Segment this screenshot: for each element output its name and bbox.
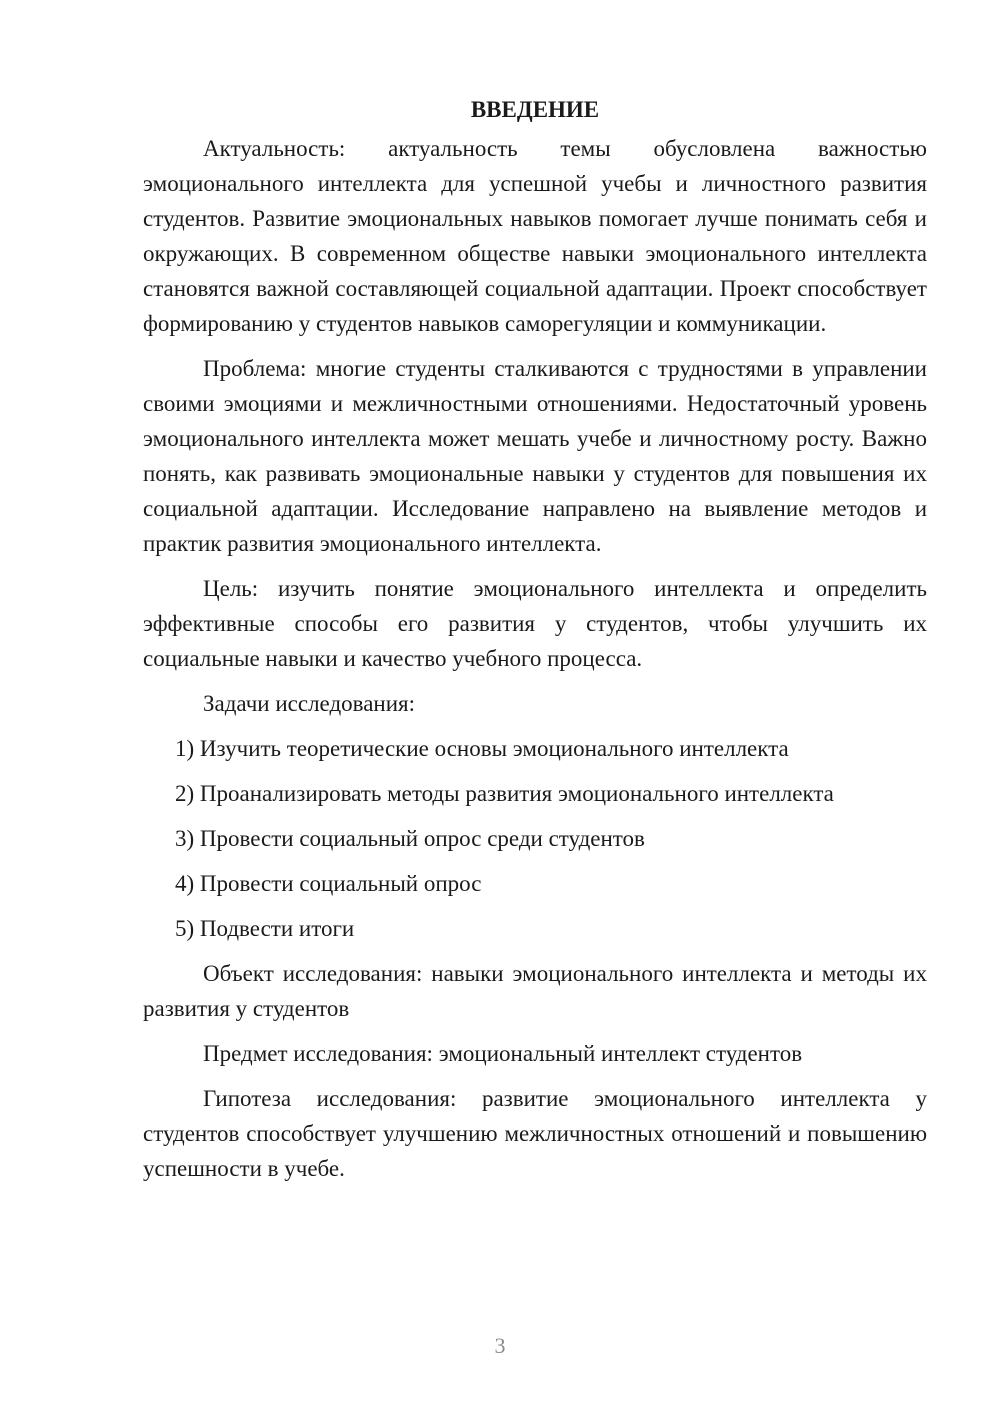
problem-paragraph: Проблема: многие студенты сталкиваются с трудностями в управлении своими эмоциями и межличностными отношениями. Недостаточный уровень эмоционального интеллекта может мешать учебе и личностному росту. Важно понять, как развивать эмоциональные навыки у студентов для повышения их социальной адаптации. Исследование направлено на выявление методов и практик развития эмоционального интеллекта. <box>143 356 927 556</box>
document-page <box>143 92 927 1196</box>
goal-paragraph: Цель: изучить понятие эмоционального интеллекта и определить эффективные способы его развития у студентов, чтобы улучшить их социальные навыки и качество учебного процесса. <box>143 576 927 671</box>
list-item: 2) Проанализировать методы развития эмоционального интеллекта <box>175 781 834 806</box>
object-paragraph: Объект исследования: навыки эмоционального интеллекта и методы их развития у студентов <box>143 961 927 1021</box>
page-number: 3 <box>494 1333 506 1358</box>
relevance-paragraph: Актуальность: актуальность темы обусловлена важностью эмоционального интеллекта для успешной учебы и личностного развития студентов. Развитие эмоциональных навыков помогает лучше понимать себя и окружающих. В современном обществе навыки эмоционального интеллекта становятся важной составляющей социальной адаптации. Проект способствует формированию у студентов навыков саморегуляции и коммуникации. <box>143 136 927 336</box>
list-item: 4) Провести социальный опрос <box>175 871 482 896</box>
tasks-heading: Задачи исследования: <box>203 691 416 716</box>
list-item: 3) Провести социальный опрос среди студентов <box>175 826 645 851</box>
list-item: 1) Изучить теоретические основы эмоционального интеллекта <box>175 736 789 761</box>
list-item: 5) Подвести итоги <box>175 916 355 941</box>
page-title: ВВЕДЕНИЕ <box>470 97 600 122</box>
hypothesis-paragraph: Гипотеза исследования: развитие эмоционального интеллекта у студентов способствует улучшению межличностных отношений и повышению успешности в учебе. <box>143 1086 927 1181</box>
tasks-list <box>143 731 927 946</box>
subject-paragraph: Предмет исследования: эмоциональный интеллект студентов <box>203 1041 803 1066</box>
